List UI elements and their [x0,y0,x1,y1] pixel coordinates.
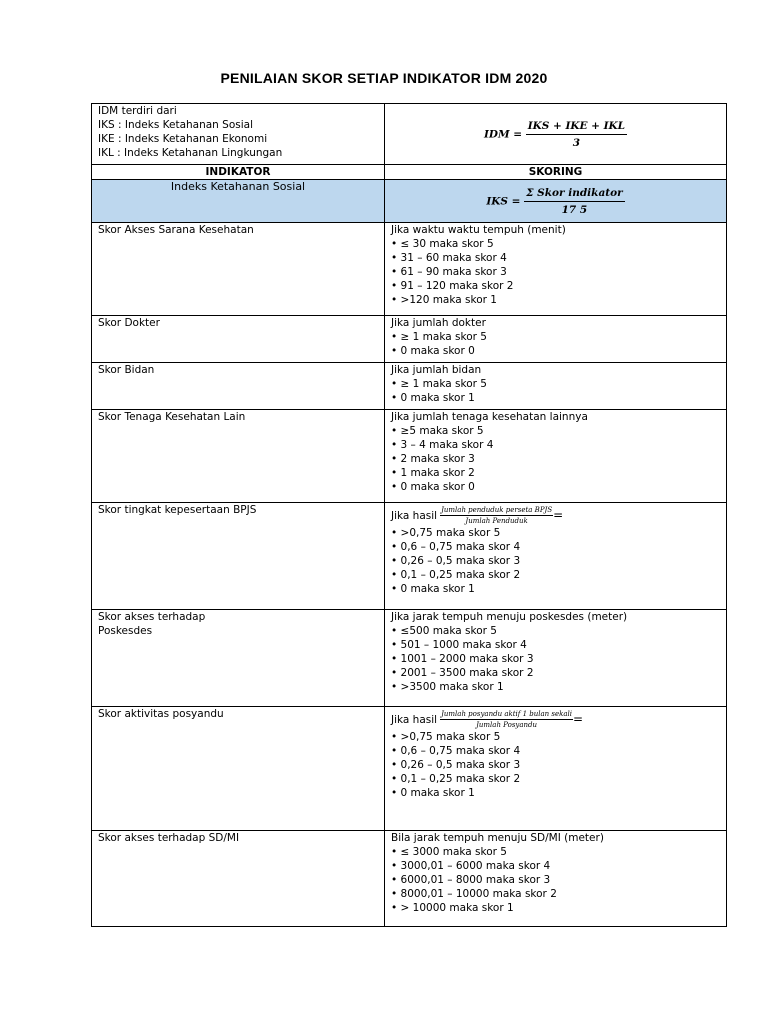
indicator-name [92,610,385,707]
score-list [391,237,720,307]
indicator-row [92,223,727,316]
header-skoring: SKORING [385,165,727,180]
indicator-name: Skor Akses Sarana Kesehatan [92,223,385,316]
score-item: • 0,1 – 0,25 maka skor 2 [391,772,720,786]
score-list [391,845,720,915]
intro-line: IKE : Indeks Ketahanan Ekonomi [98,133,268,145]
scoring-lead [391,710,720,730]
indicator-row [92,503,727,610]
indicator-name-line: Poskesdes [98,625,153,637]
idm-numerator: IKS + IKE + IKL [526,119,627,135]
indicator-rows [92,223,727,927]
header-row [92,165,727,180]
scoring-lead [391,223,720,237]
scoring-cell [385,610,727,707]
scoring-lead [391,831,720,845]
score-item: • 0,6 – 0,75 maka skor 4 [391,540,720,554]
score-item: • 0 maka skor 1 [391,391,720,405]
iks-fraction [524,186,625,217]
iks-formula [385,180,727,223]
scoring-lead-text: Bila jarak tempuh menuju SD/MI (meter) [391,832,604,844]
indicator-name: Skor Tenaga Kesehatan Lain [92,410,385,503]
scoring-lead-text: Jika jumlah dokter [391,317,486,329]
scoring-lead [391,316,720,330]
iks-denominator: 17 5 [561,203,588,216]
idm-formula [385,104,727,165]
iks-numerator: Σ Skor indikator [524,186,625,202]
score-list [391,424,720,494]
score-item: • 0 maka skor 0 [391,344,720,358]
score-item: • 61 – 90 maka skor 3 [391,265,720,279]
ratio-denominator: Jumlah Posyandu [476,721,538,729]
ratio-fraction [440,506,553,526]
score-list [391,624,720,694]
scoring-lead-text: Jika hasil [391,510,438,522]
score-item: • 31 – 60 maka skor 4 [391,251,720,265]
idm-fraction [526,119,627,150]
header-indikator: INDIKATOR [92,165,385,180]
score-item: • 3000,01 – 6000 maka skor 4 [391,859,720,873]
score-item: • 0 maka skor 1 [391,786,720,800]
ratio-fraction [440,710,573,730]
score-list [391,330,720,358]
score-table [91,103,727,927]
intro-row [92,104,727,165]
scoring-cell [385,363,727,410]
indicator-name-line: Skor akses terhadap [98,611,206,623]
scoring-lead-text: Jika jumlah bidan [391,364,482,376]
indicator-name: Skor Dokter [92,316,385,363]
scoring-lead [391,410,720,424]
indicator-row [92,707,727,831]
score-item: • ≥ 1 maka skor 5 [391,330,720,344]
score-item: • 91 – 120 maka skor 2 [391,279,720,293]
score-item: • 0,1 – 0,25 maka skor 2 [391,568,720,582]
indicator-name: Skor Bidan [92,363,385,410]
idm-denominator: 3 [572,136,581,149]
scoring-lead [391,506,720,526]
score-item: • 1 maka skor 2 [391,466,720,480]
score-list [391,377,720,405]
scoring-lead-text: Jika jumlah tenaga kesehatan lainnya [391,411,588,423]
indicator-row [92,610,727,707]
score-item: • ≥5 maka skor 5 [391,424,720,438]
score-item: • 0 maka skor 0 [391,480,720,494]
score-item: • ≤500 maka skor 5 [391,624,720,638]
score-list [391,730,720,800]
scoring-cell [385,831,727,927]
score-item: • 0,26 – 0,5 maka skor 3 [391,758,720,772]
score-item: • 8000,01 – 10000 maka skor 2 [391,887,720,901]
ratio-denominator: Jumlah Penduduk [465,517,528,525]
score-list [391,526,720,596]
score-item: • >3500 maka skor 1 [391,680,720,694]
scoring-lead [391,363,720,377]
scoring-cell [385,410,727,503]
score-item: • >120 maka skor 1 [391,293,720,307]
indicator-row [92,831,727,927]
ratio-numerator: Jumlah penduduk perseta BPJS [441,506,553,514]
section-row [92,180,727,223]
score-item: • 2001 – 3500 maka skor 2 [391,666,720,680]
indicator-name: Skor tingkat kepesertaan BPJS [92,503,385,610]
score-item: • 1001 – 2000 maka skor 3 [391,652,720,666]
score-item: • >0,75 maka skor 5 [391,730,720,744]
scoring-lead-text: Jika waktu waktu tempuh (menit) [391,224,566,236]
score-item: • 2 maka skor 3 [391,452,720,466]
scoring-cell [385,223,727,316]
ratio-equals: = [553,508,564,522]
idm-formula-lhs: IDM = [483,128,523,140]
intro-cell [92,104,385,165]
intro-line: IKL : Indeks Ketahanan Lingkungan [98,147,283,159]
page-title: PENILAIAN SKOR SETIAP INDIKATOR IDM 2020 [220,70,548,86]
intro-line: IDM terdiri dari [98,105,177,117]
indicator-row [92,363,727,410]
score-item: • 3 – 4 maka skor 4 [391,438,720,452]
scoring-lead-text: Jika jarak tempuh menuju poskesdes (meter) [391,611,628,623]
score-item: • ≥ 1 maka skor 5 [391,377,720,391]
scoring-cell [385,503,727,610]
ratio-equals: = [573,712,584,726]
scoring-cell [385,707,727,831]
section-label: Indeks Ketahanan Sosial [92,180,385,223]
scoring-cell [385,316,727,363]
intro-line: IKS : Indeks Ketahanan Sosial [98,119,253,131]
score-item: • ≤ 3000 maka skor 5 [391,845,720,859]
score-item: • 501 – 1000 maka skor 4 [391,638,720,652]
ratio-numerator: Jumlah posyandu aktif 1 bulan sekali [441,710,573,718]
scoring-lead-text: Jika hasil [391,714,438,726]
indicator-row [92,316,727,363]
score-item: • 0,26 – 0,5 maka skor 3 [391,554,720,568]
iks-formula-lhs: IKS = [486,195,521,207]
indicator-name: Skor aktivitas posyandu [92,707,385,831]
score-item: • ≤ 30 maka skor 5 [391,237,720,251]
indicator-row [92,410,727,503]
score-item: • > 10000 maka skor 1 [391,901,720,915]
indicator-name: Skor akses terhadap SD/MI [92,831,385,927]
score-item: • 0 maka skor 1 [391,582,720,596]
score-item: • 0,6 – 0,75 maka skor 4 [391,744,720,758]
score-item: • 6000,01 – 8000 maka skor 3 [391,873,720,887]
score-item: • >0,75 maka skor 5 [391,526,720,540]
scoring-lead [391,610,720,624]
